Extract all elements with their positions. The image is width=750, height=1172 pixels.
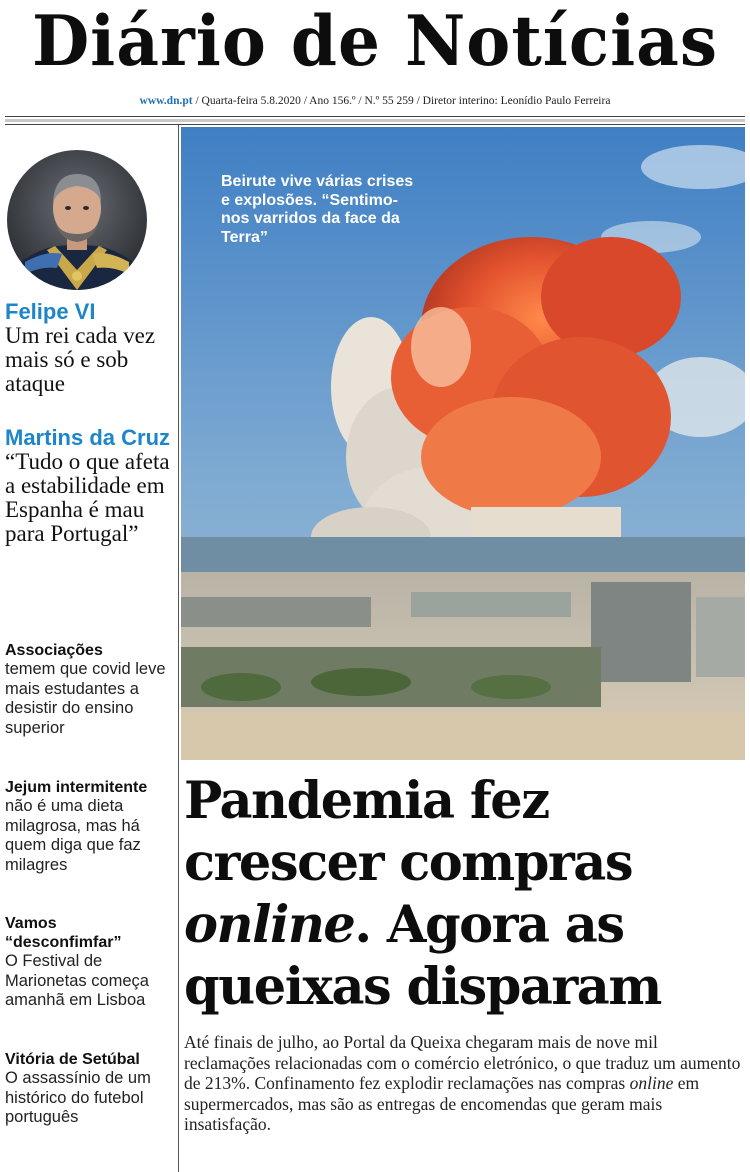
teaser-kicker: Martins da Cruz [5,425,171,450]
teaser-kicker: Felipe VI [5,299,96,324]
beirut-explosion-photo[interactable] [181,127,745,760]
issue-details: / Quarta-feira 5.8.2020 / Ano 156.º / N.º 55 259 / Diretor interino: Leonídio Paulo Ferreira [192,95,611,107]
vamos-teaser[interactable] [5,914,173,1011]
portrait-icon [7,150,147,290]
felipe-teaser[interactable] [5,300,173,396]
lede-part2: em supermercados, mas são as entregas de encomendas que geram mais insatisfação. [184,1073,700,1134]
photo-caption: Beirute vive várias crises e explosões. “Sentimo-nos varridos da face da Terra” [221,173,414,246]
teaser-text: O Festival de Marionetas começa amanhã em Lisboa [5,952,149,1009]
martins-teaser[interactable] [5,426,173,546]
headline-part2: . Agora as queixas disparam [184,895,661,1017]
sidebar [5,140,173,1170]
headline-italic: online [184,895,355,955]
felipe-portrait-image [7,150,147,290]
teaser-text: O assassínio de um histórico do futebol português [5,1069,151,1126]
teaser-kicker: Jejum intermitente [5,779,148,796]
teaser-text: Um rei cada vez mais só e sob ataque [5,323,156,396]
teaser-text: não é uma dieta milagrosa, mas há quem diga que faz milagres [5,797,141,874]
teaser-kicker: Associações [5,642,103,659]
headline-part1: Pandemia fez crescer compras [184,771,633,893]
associacoes-teaser[interactable] [5,641,173,738]
newspaper-title: Diário de Notícias [31,0,719,82]
column-divider [178,125,179,1172]
lede-italic: online [629,1073,674,1093]
vitoria-teaser[interactable] [5,1050,173,1128]
masthead-rule [5,116,745,117]
masthead-rule-thick [5,119,745,122]
teaser-kicker: Vamos “desconfimfar” [5,915,122,951]
lede-paragraph [184,1032,744,1135]
issue-info [0,95,750,107]
lede-part1: Até finais de julho, ao Portal da Queixa chegaram mais de nove mil reclamações relacionadas com o comércio eletrónico, o que traduz um aumento de 213%. Confinamento fez explodir reclamações nas compras [184,1032,741,1093]
teaser-kicker: Vitória de Setúbal [5,1051,140,1068]
teaser-text: “Tudo o que afeta a estabilidade em Espanha é mau para Portugal” [5,449,170,546]
teaser-text: temem que covid leve mais estudantes a desistir do ensino superior [5,660,166,737]
jejum-teaser[interactable] [5,778,173,875]
main-headline[interactable] [184,770,744,1018]
masthead [0,0,750,118]
masthead-rule-bottom [5,124,745,125]
website-link[interactable]: www.dn.pt [139,95,193,107]
